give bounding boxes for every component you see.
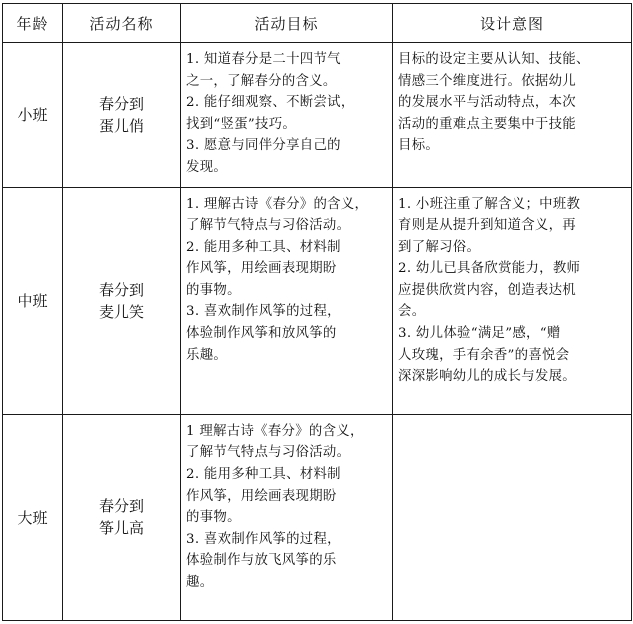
goal-line: 之一，了解春分的含义。 bbox=[186, 73, 337, 89]
intent-line: 的发展水平与活动特点，本次 bbox=[398, 95, 576, 111]
age-cell: 小班 bbox=[3, 43, 63, 188]
goal-line: 1. 知道春分是二十四节气 bbox=[186, 52, 341, 67]
intent-line: 2. 幼儿已具备欣赏能力，教师 bbox=[398, 261, 581, 277]
header-age: 年龄 bbox=[3, 4, 63, 43]
activity-goal-cell bbox=[181, 414, 393, 620]
goal-line: 2. 能用多种工具、材料制 bbox=[186, 467, 341, 483]
header-row bbox=[3, 4, 632, 43]
intent-line: 应提供欣赏内容，创造表达机 bbox=[398, 282, 576, 298]
goal-line: 了解节气特点与习俗活动。 bbox=[186, 445, 351, 461]
goal-line: 的事物。 bbox=[186, 282, 241, 298]
activity-name-line: 麦儿笑 bbox=[98, 302, 144, 321]
intent-line: 到了解习俗。 bbox=[398, 239, 481, 255]
table-row bbox=[3, 187, 632, 414]
table-row bbox=[3, 414, 632, 620]
activity-name-line: 蛋儿俏 bbox=[98, 116, 144, 135]
intent-line: 活动的重难点主要集中于技能 bbox=[398, 116, 576, 132]
intent-line: 育则是从提升到知道含义，再 bbox=[398, 218, 576, 234]
activity-name-line: 春分到 bbox=[98, 280, 144, 299]
activity-goal-cell bbox=[181, 187, 393, 414]
activity-design-table bbox=[2, 3, 632, 621]
goal-line: 了解节气特点与习俗活动。 bbox=[186, 218, 351, 234]
activity-name-cell bbox=[63, 414, 181, 620]
goal-line: 体验制作风筝和放风筝的 bbox=[186, 326, 337, 342]
goal-line: 乐趣。 bbox=[186, 347, 228, 363]
intent-line: 情感三个维度进行。依据幼儿 bbox=[398, 73, 576, 89]
goal-line: 3. 喜欢制作风筝的过程， bbox=[186, 531, 341, 547]
goal-line: 1. 理解古诗《春分》的含义， bbox=[186, 196, 369, 212]
intent-line: 1. 小班注重了解含义；中班教 bbox=[398, 196, 581, 212]
header-design-intent: 设计意图 bbox=[393, 4, 632, 43]
activity-name-line: 筝儿高 bbox=[98, 519, 144, 538]
age-cell: 中班 bbox=[3, 187, 63, 414]
goal-line: 2. 能仔细观察、不断尝试， bbox=[186, 95, 355, 111]
intent-line: 目标的设定主要从认知、技能、 bbox=[398, 52, 590, 67]
activity-name-cell bbox=[63, 43, 181, 188]
goal-line: 体验制作与放飞风筝的乐 bbox=[186, 553, 337, 569]
goal-line: 的事物。 bbox=[186, 510, 241, 526]
goal-line: 作风筝，用绘画表现期盼 bbox=[186, 261, 337, 277]
goal-line: 作风筝，用绘画表现期盼 bbox=[186, 488, 337, 504]
goal-line: 找到“竖蛋”技巧。 bbox=[186, 116, 297, 132]
activity-name-cell bbox=[63, 187, 181, 414]
table-row bbox=[3, 43, 632, 188]
design-intent-cell bbox=[393, 43, 632, 188]
intent-line: 会。 bbox=[398, 304, 426, 320]
activity-name-line: 春分到 bbox=[98, 94, 144, 113]
goal-line: 1 理解古诗《春分》的含义， bbox=[186, 423, 364, 439]
goal-line: 趣。 bbox=[186, 575, 214, 591]
activity-name-line: 春分到 bbox=[98, 497, 144, 516]
header-activity-goal: 活动目标 bbox=[181, 4, 393, 43]
design-intent-cell-empty bbox=[393, 414, 632, 620]
age-cell: 大班 bbox=[3, 414, 63, 620]
goal-line: 3. 喜欢制作风筝的过程， bbox=[186, 304, 341, 320]
intent-line: 3. 幼儿体验“满足”感，“赠 bbox=[398, 326, 561, 342]
header-activity-name: 活动名称 bbox=[63, 4, 181, 43]
goal-line: 3. 愿意与同伴分享自己的 bbox=[186, 138, 341, 154]
activity-goal-cell bbox=[181, 43, 393, 188]
intent-line: 人玫瑰，手有余香”的喜悦会 bbox=[398, 347, 570, 363]
intent-line: 深深影响幼儿的成长与发展。 bbox=[398, 369, 576, 385]
goal-line: 2. 能用多种工具、材料制 bbox=[186, 239, 341, 255]
design-intent-cell bbox=[393, 187, 632, 414]
goal-line: 发现。 bbox=[186, 159, 228, 175]
intent-line: 目标。 bbox=[398, 138, 440, 154]
